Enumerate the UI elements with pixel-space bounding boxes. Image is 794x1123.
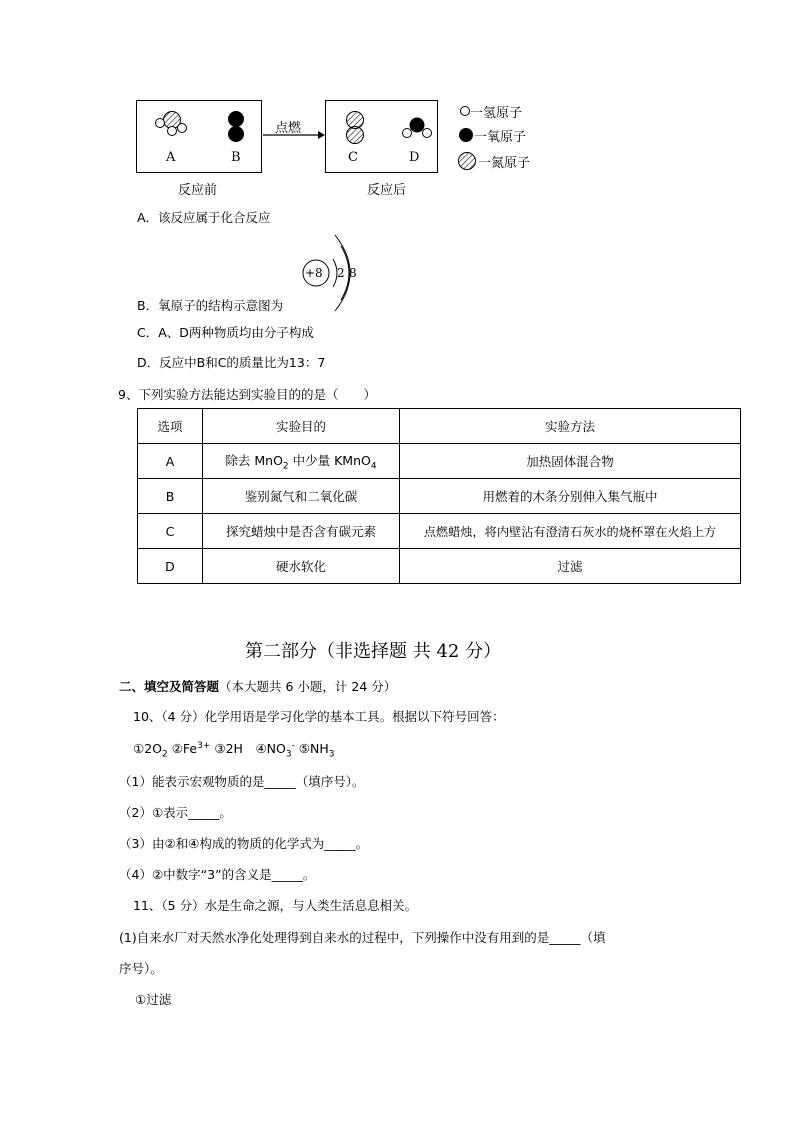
label-c: C — [348, 150, 358, 165]
caption-before: 反应前 — [178, 183, 218, 198]
q10-symbols: $①2O_2$ $②Fe^{3+}$ ③2H $④NO_3^-$ $⑤NH_3$ — [133, 740, 335, 760]
molecule-a-icon — [156, 112, 187, 136]
label-a: A — [166, 150, 176, 165]
legend-oxygen-icon — [459, 128, 473, 142]
q9-stem: 9、下列实验方法能达到实验目的的是（ ） — [118, 387, 376, 402]
section-note: （本大题共 6 小题，计 24 分） — [219, 679, 397, 694]
atom-shell2-label: 8 — [349, 266, 357, 280]
q8-option-c: C．A、D两种物质均由分子构成 — [137, 325, 314, 340]
table-row — [138, 514, 741, 549]
legend-hydrogen-label: 一氢原子 — [470, 106, 523, 121]
legend-hydrogen-icon — [461, 107, 470, 116]
label-b: B — [231, 150, 241, 165]
q10-stem: 10、（4 分）化学用语是学习化学的基本工具。根据以下符号回答： — [133, 709, 505, 724]
q8-option-a: A．该反应属于化合反应 — [137, 210, 271, 225]
q10-part1: （1）能表示宏观物质的是_____（填序号）。 — [119, 774, 365, 789]
molecule-b-icon — [228, 111, 244, 142]
section-heading — [119, 677, 396, 695]
row-method: 加热固体混合物 — [400, 444, 741, 479]
header-option: 选项 — [138, 409, 203, 444]
q8-option-d: D．反应中B和C的质量比为13：7 — [137, 355, 326, 370]
atom-nucleus-label: +8 — [305, 266, 323, 280]
molecule-d-icon — [403, 118, 432, 138]
q10-part2: （2）①表示_____。 — [119, 805, 232, 820]
q11-part1-line1: (1)自来水厂对天然水净化处理得到自来水的过程中，下列操作中没有用到的是_____（填 — [119, 930, 606, 945]
header-purpose: 实验目的 — [203, 409, 400, 444]
row-option: A — [138, 444, 203, 479]
table-row — [138, 549, 741, 584]
row-purpose: 除去 MnO$_2$ 中少量 KMnO$_4$ — [203, 444, 400, 479]
header-method: 实验方法 — [400, 409, 741, 444]
row-purpose: 鉴别氮气和二氧化碳 — [203, 479, 400, 514]
atom-shell1-label: 2 — [337, 266, 345, 280]
molecule-c-icon — [347, 112, 364, 144]
row-method: 用燃着的木条分别伸入集气瓶中 — [400, 479, 741, 514]
table-header-row — [138, 409, 741, 444]
row-purpose: 硬水软化 — [203, 549, 400, 584]
legend-nitrogen-label: 一氮原子 — [478, 156, 531, 171]
row-purpose: 探究蜡烛中是否含有碳元素 — [203, 514, 400, 549]
part2-heading: 第二部分（非选择题 共 42 分） — [245, 641, 502, 662]
experiment-table — [137, 408, 741, 584]
row-method: 点燃蜡烛，将内壁沾有澄清石灰水的烧杯罩在火焰上方 — [400, 514, 741, 549]
q10-part4: （4）②中数字“3”的含义是_____。 — [119, 867, 316, 882]
row-method: 过滤 — [400, 549, 741, 584]
q11-option1: ①过滤 — [135, 992, 172, 1007]
caption-after: 反应后 — [367, 183, 407, 198]
table-row — [138, 444, 741, 479]
legend-nitrogen-icon — [459, 153, 476, 170]
q8-option-b: B．氧原子的结构示意图为 — [137, 298, 284, 313]
q11-part1-line2: 序号）。 — [119, 961, 163, 976]
row-option: B — [138, 479, 203, 514]
row-option: D — [138, 549, 203, 584]
legend-oxygen-label: 一氧原子 — [474, 130, 527, 145]
q10-part3: （3）由②和④构成的物质的化学式为_____。 — [119, 836, 369, 851]
row-option: C — [138, 514, 203, 549]
section-title: 二、填空及简答题 — [119, 679, 220, 694]
q11-stem: 11、（5 分）水是生命之源，与人类生活息息相关。 — [133, 898, 418, 913]
arrow-label: 点燃 — [275, 121, 302, 136]
table-row — [138, 479, 741, 514]
label-d: D — [409, 150, 420, 165]
